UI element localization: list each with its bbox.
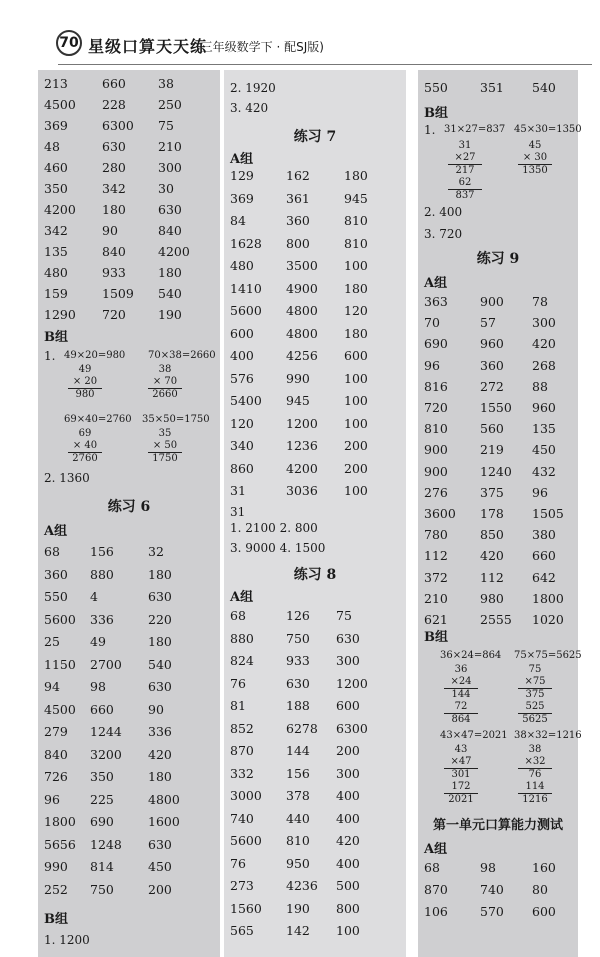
answer-value: 250: [158, 97, 182, 112]
answer-value: 68: [44, 544, 60, 559]
answer-value: 810: [344, 235, 368, 251]
answer-value: 450: [148, 859, 172, 874]
answer-value: 720: [102, 307, 126, 322]
answer-value: 178: [480, 506, 504, 521]
answer-value: 450: [532, 442, 556, 458]
answer-value: 279: [44, 724, 68, 739]
answer-value: 363: [424, 294, 448, 309]
answer-value: 1200: [286, 415, 318, 431]
answer-value: 300: [336, 765, 360, 781]
equation: 36×24=864: [440, 650, 502, 661]
book-edition: (三年级数学下 · 配SJ版): [196, 40, 324, 54]
equation: 69×40=2760: [64, 414, 132, 425]
answer-value: 100: [344, 415, 368, 431]
answer-value: 112: [424, 548, 448, 564]
answer-line: 3. 720: [424, 227, 463, 241]
answer-value: 48: [44, 139, 60, 154]
answer-value: 750: [90, 881, 114, 897]
answer-value: 900: [424, 442, 448, 458]
answer-value: 600: [344, 348, 368, 363]
answer-value: 945: [344, 190, 368, 206]
answer-value: 38: [158, 76, 174, 91]
answer-value: 630: [336, 630, 360, 646]
answer-value: 100: [344, 483, 368, 498]
answer-value: 630: [102, 139, 126, 154]
answer-value: 78: [532, 294, 548, 309]
answer-value: 76: [230, 855, 246, 871]
answer-value: 156: [286, 765, 310, 781]
vertical-calculation: 38 ×32 76 114 1216: [518, 744, 552, 806]
answer-value: 420: [532, 336, 556, 352]
answer-value: 960: [480, 336, 504, 352]
answer-value: 228: [102, 97, 126, 112]
answer-value: 360: [286, 213, 310, 228]
answer-value: 126: [286, 608, 310, 623]
answer-value: 880: [90, 566, 114, 582]
answer-value: 945: [286, 393, 310, 408]
answer-value: 840: [44, 746, 68, 762]
answer-value: 540: [148, 656, 172, 672]
answer-line: 2. 1360: [44, 471, 90, 485]
answer-value: 780: [424, 527, 448, 543]
answer-line: 1. 1200: [44, 933, 90, 947]
answer-value: 84: [230, 213, 246, 228]
answer-value: 273: [230, 878, 254, 893]
answer-value: 100: [344, 370, 368, 386]
equation: 49×20=980: [64, 350, 126, 361]
answer-value: 880: [230, 630, 254, 646]
answer-value: 550: [44, 589, 68, 604]
answer-value: 1290: [44, 307, 76, 322]
answer-value: 135: [532, 421, 556, 437]
answer-value: 6278: [286, 720, 318, 736]
answer-value: 4: [90, 589, 98, 604]
answer-value: 900: [424, 463, 448, 479]
answer-value: 90: [102, 223, 118, 238]
answer-value: 810: [344, 213, 368, 228]
answer-value: 480: [230, 258, 254, 273]
answer-value: 6300: [102, 118, 134, 133]
answer-value: 200: [148, 881, 172, 897]
answer-value: 600: [532, 904, 556, 919]
equation: 70×38=2660: [148, 350, 216, 361]
answer-value: 369: [44, 118, 68, 133]
answer-value: 31: [230, 483, 246, 498]
equation: 35×50=1750: [142, 414, 210, 425]
answer-value: 400: [230, 348, 254, 363]
answer-value: 5600: [44, 611, 76, 627]
answer-value: 96: [44, 791, 60, 807]
answer-value: 1509: [102, 286, 134, 301]
answer-value: 750: [286, 630, 310, 646]
answer-value: 630: [148, 679, 172, 694]
answer-value: 990: [44, 859, 68, 874]
exercise-title: 练习 6: [107, 499, 151, 515]
answer-value: 824: [230, 653, 254, 668]
vertical-calculation: 69 × 40 2760: [68, 428, 102, 465]
answer-value: 361: [286, 190, 310, 206]
section-label: B组: [44, 912, 68, 927]
vertical-calculation: 45 × 30 1350: [518, 140, 552, 177]
answer-value: 100: [344, 258, 368, 273]
answer-value: 2700: [90, 656, 122, 672]
answer-value: 1800: [44, 814, 76, 829]
answer-value: 420: [336, 833, 360, 848]
answer-value: 4236: [286, 878, 318, 893]
answer-value: 4800: [286, 325, 318, 341]
answer-value: 213: [44, 76, 68, 91]
answer-value: 4500: [44, 701, 76, 717]
answer-value: 4200: [44, 202, 76, 217]
answer-value: 369: [230, 190, 254, 206]
answer-value: 106: [424, 904, 448, 919]
answer-value: 560: [480, 421, 504, 437]
equation: 43×47=2021: [440, 730, 508, 741]
answer-value: 642: [532, 569, 556, 585]
answer-value: 350: [90, 769, 114, 784]
answer-value: 660: [90, 701, 114, 717]
answer-value: 96: [424, 357, 440, 373]
answer-value: 4200: [158, 244, 190, 259]
answer-value: 600: [230, 325, 254, 341]
answer-value: 180: [344, 280, 368, 296]
answer-value: 400: [336, 810, 360, 826]
answer-value: 800: [336, 900, 360, 916]
item-number: 1.: [44, 349, 56, 363]
answer-value: 88: [532, 378, 548, 394]
answer-value: 690: [90, 814, 114, 829]
answer-value: 480: [44, 265, 68, 280]
answer-value: 190: [158, 307, 182, 322]
answer-value: 336: [148, 724, 172, 739]
answer-column-1: [38, 70, 220, 957]
answer-value: 360: [44, 566, 68, 582]
answer-value: 94: [44, 679, 60, 694]
answer-value: 621: [424, 612, 448, 627]
answer-value: 375: [480, 484, 504, 500]
answer-value: 740: [480, 882, 504, 897]
answer-value: 726: [44, 769, 68, 784]
answer-value: 870: [424, 882, 448, 897]
answer-value: 420: [148, 746, 172, 762]
answer-value: 300: [158, 160, 182, 175]
answer-value: 5600: [230, 303, 262, 318]
answer-column-2: [224, 70, 406, 957]
answer-line: 31: [230, 505, 246, 519]
answer-value: 180: [148, 769, 172, 784]
answer-value: 159: [44, 286, 68, 301]
answer-value: 129: [230, 168, 254, 183]
vertical-calculation: 35 × 50 1750: [148, 428, 182, 465]
answer-value: 2555: [480, 612, 512, 627]
answer-value: 156: [90, 544, 114, 559]
answer-line: 1. 2100 2. 800: [230, 521, 318, 535]
vertical-calculation: 75 ×75 375 525 5625: [518, 664, 552, 726]
vertical-calculation: 43 ×47 301 172 2021: [444, 744, 478, 806]
answer-value: 1200: [336, 675, 368, 691]
answer-value: 400: [336, 855, 360, 871]
header-divider: [58, 64, 592, 65]
answer-value: 816: [424, 378, 448, 394]
answer-value: 3200: [90, 746, 122, 762]
answer-value: 268: [532, 357, 556, 373]
equation: 75×75=5625: [514, 650, 582, 661]
answer-value: 1600: [148, 814, 180, 829]
answer-value: 180: [148, 566, 172, 582]
answer-value: 68: [230, 608, 246, 623]
answer-value: 4500: [44, 97, 76, 112]
answer-value: 272: [480, 378, 504, 394]
answer-value: 1800: [532, 590, 564, 606]
answer-value: 342: [44, 223, 68, 238]
exercise-title: 练习 9: [476, 251, 520, 267]
answer-value: 120: [344, 303, 368, 318]
page-number-badge: 70: [56, 30, 82, 56]
answer-value: 933: [286, 653, 310, 668]
page-header: [0, 0, 600, 70]
answer-value: 220: [148, 611, 172, 627]
answer-value: 870: [230, 743, 254, 758]
answer-value: 25: [44, 634, 60, 649]
answer-value: 4800: [286, 303, 318, 318]
answer-value: 30: [158, 181, 174, 196]
answer-value: 340: [230, 438, 254, 453]
exercise-title: 练习 7: [293, 129, 337, 145]
answer-value: 100: [336, 923, 360, 938]
section-label: A组: [424, 842, 448, 857]
answer-value: 68: [424, 860, 440, 875]
answer-value: 300: [532, 315, 556, 331]
answer-value: 90: [148, 701, 164, 717]
answer-value: 1248: [90, 836, 122, 852]
answer-value: 380: [532, 527, 556, 543]
answer-value: 76: [230, 675, 246, 691]
vertical-calculation: 36 ×24 144 72 864: [444, 664, 478, 726]
section-label: A组: [424, 276, 448, 291]
equation: 38×32=1216: [514, 730, 582, 741]
answer-value: 460: [44, 160, 68, 175]
answer-value: 1236: [286, 438, 318, 453]
answer-value: 180: [344, 168, 368, 183]
answer-value: 225: [90, 791, 114, 807]
answer-value: 1628: [230, 235, 262, 251]
section-label: B组: [424, 630, 448, 645]
answer-value: 135: [44, 244, 68, 259]
test-title: 第一单元口算能力测试: [432, 818, 563, 833]
vertical-calculation: 38 × 70 2660: [148, 364, 182, 401]
answer-value: 4800: [148, 791, 180, 807]
answer-value: 850: [480, 527, 504, 543]
answer-value: 990: [286, 370, 310, 386]
exercise-title: 练习 8: [293, 567, 337, 583]
answer-value: 81: [230, 698, 246, 713]
answer-value: 180: [158, 265, 182, 280]
answer-value: 852: [230, 720, 254, 736]
answer-value: 900: [480, 294, 504, 309]
answer-value: 32: [148, 544, 164, 559]
answer-value: 1244: [90, 724, 122, 739]
vertical-calculation: 31 ×27 217 62 837: [448, 140, 482, 202]
answer-value: 188: [286, 698, 310, 713]
answer-value: 1240: [480, 463, 512, 479]
answer-value: 3500: [286, 258, 318, 273]
answer-value: 332: [230, 765, 254, 781]
answer-value: 576: [230, 370, 254, 386]
answer-value: 5600: [230, 833, 262, 848]
answer-value: 378: [286, 788, 310, 803]
answer-value: 75: [336, 608, 352, 623]
answer-value: 75: [158, 118, 174, 133]
answer-value: 98: [480, 860, 496, 875]
answer-value: 3600: [424, 506, 456, 521]
answer-value: 6300: [336, 720, 368, 736]
answer-value: 219: [480, 442, 504, 458]
answer-value: 112: [480, 569, 504, 585]
answer-value: 200: [344, 438, 368, 453]
answer-value: 160: [532, 860, 556, 875]
answer-value: 740: [230, 810, 254, 826]
answer-value: 690: [424, 336, 448, 352]
answer-value: 210: [424, 590, 448, 606]
answer-value: 800: [286, 235, 310, 251]
answer-value: 630: [148, 836, 172, 852]
answer-value: 342: [102, 181, 126, 196]
answer-value: 1410: [230, 280, 262, 296]
section-label: A组: [230, 152, 254, 167]
answer-value: 810: [286, 833, 310, 848]
answer-value: 96: [532, 484, 548, 500]
answer-value: 630: [158, 202, 182, 217]
answer-line: 3. 420: [230, 101, 269, 115]
answer-value: 814: [90, 859, 114, 874]
answer-value: 80: [532, 882, 548, 897]
answer-value: 1020: [532, 612, 564, 627]
answer-value: 4900: [286, 280, 318, 296]
answer-value: 372: [424, 569, 448, 585]
answer-value: 336: [90, 611, 114, 627]
answer-value: 180: [148, 634, 172, 649]
answer-value: 276: [424, 484, 448, 500]
answer-value: 960: [532, 400, 556, 415]
vertical-calculation: 49 × 20 980: [68, 364, 102, 401]
answer-value: 280: [102, 160, 126, 175]
answer-value: 200: [336, 743, 360, 758]
answer-value: 200: [344, 460, 368, 476]
answer-value: 5400: [230, 393, 262, 408]
answer-value: 933: [102, 265, 126, 280]
answer-value: 570: [480, 904, 504, 919]
answer-value: 950: [286, 855, 310, 871]
section-label: B组: [424, 106, 448, 121]
answer-line: 3. 9000 4. 1500: [230, 541, 326, 555]
answer-value: 5656: [44, 836, 76, 852]
answer-value: 500: [336, 878, 360, 893]
answer-value: 860: [230, 460, 254, 476]
answer-value: 840: [102, 244, 126, 259]
answer-value: 350: [44, 181, 68, 196]
answer-line: 2. 1920: [230, 81, 276, 95]
answer-value: 300: [336, 653, 360, 668]
answer-value: 144: [286, 743, 310, 758]
equation: 45×30=1350: [514, 124, 582, 135]
answer-value: 4256: [286, 348, 318, 363]
answer-value: 49: [90, 634, 106, 649]
answer-value: 100: [344, 393, 368, 408]
answer-value: 142: [286, 923, 310, 938]
answer-value: 180: [102, 202, 126, 217]
answer-value: 630: [148, 589, 172, 604]
section-label: A组: [230, 590, 254, 605]
answer-value: 720: [424, 400, 448, 415]
answer-value: 660: [102, 76, 126, 91]
section-label: A组: [44, 524, 68, 539]
answer-value: 3036: [286, 483, 318, 498]
answer-value: 252: [44, 881, 68, 897]
item-number: 1.: [424, 123, 436, 137]
answer-value: 4200: [286, 460, 318, 476]
answer-value: 180: [344, 325, 368, 341]
answer-value: 1505: [532, 506, 564, 521]
answer-value: 360: [480, 357, 504, 373]
answer-value: 3000: [230, 788, 262, 803]
answer-value: 1550: [480, 400, 512, 415]
answer-value: 630: [286, 675, 310, 691]
answer-value: 540: [158, 286, 182, 301]
answer-column-3: 550 351 540 B组 1. 31×27=837 45×30=1350 31 ×27 217 62 837 45 × 30 1350 2. 400 3. 720 练习 9 A组 363 900 78 70 57 300 690 960 420 96 360 268 816 272 88 720 1550 960 810 560 135 900 219 450 900 1240 432 276 375 96 3600 178 1505 780 850 380 112 420 660 372 112 642 210 980 1800 621 2555 1020 B组 36×24=864 75×75=5625 36 ×24 144 72 864 75 ×75 375 525 5625 43×47=2021 38×32=1216 43 ×47 301 172 2021 38 ×32 76 114 1216 第一单元口算能力测试 A组 68 98 160 870 740 80 106 570 600: [418, 70, 578, 957]
answer-value: 98: [90, 679, 106, 694]
answer-value: 840: [158, 223, 182, 238]
answer-value: 1150: [44, 656, 76, 672]
section-label: B组: [44, 330, 68, 345]
answer-value: 400: [336, 788, 360, 803]
answer-value: 70: [424, 315, 440, 331]
answer-value: 120: [230, 415, 254, 431]
answer-value: 980: [480, 590, 504, 606]
answer-value: 190: [286, 900, 310, 916]
answer-value: 162: [286, 168, 310, 183]
answer-value: 1560: [230, 900, 262, 916]
answer-value: 600: [336, 698, 360, 713]
answer-value: 440: [286, 810, 310, 826]
answer-value: 810: [424, 421, 448, 437]
answer-value: 57: [480, 315, 496, 331]
equation: 31×27=837: [444, 124, 506, 135]
answer-value: 660: [532, 548, 556, 564]
answer-value: 210: [158, 139, 182, 154]
book-title: 星级口算天天练: [88, 37, 208, 56]
answer-value: 565: [230, 923, 254, 938]
answer-value: 420: [480, 548, 504, 564]
answer-value: 432: [532, 463, 556, 479]
answer-line: 2. 400: [424, 205, 463, 219]
